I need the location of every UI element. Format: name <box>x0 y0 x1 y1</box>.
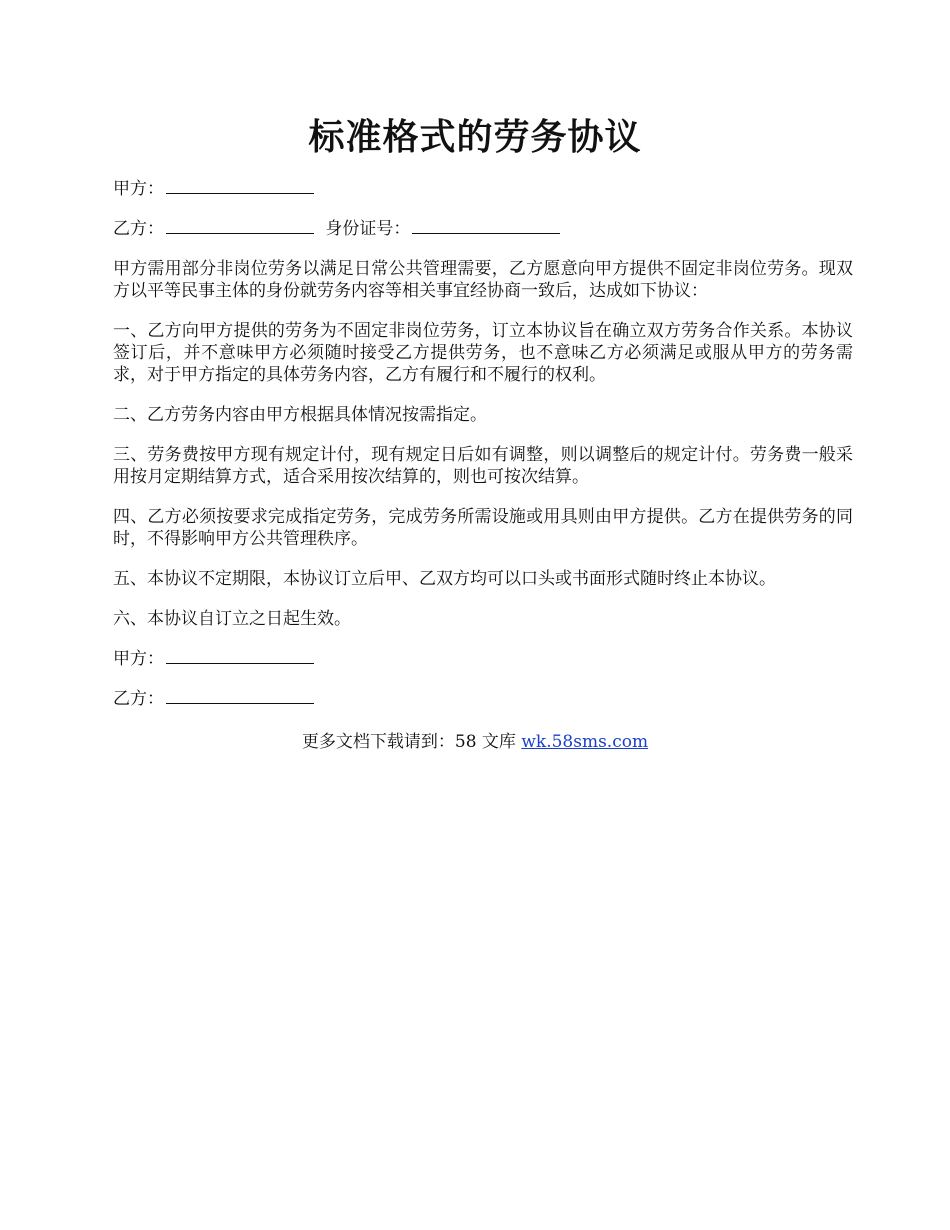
paragraph-intro: 甲方需用部分非岗位劳务以满足日常公共管理需要，乙方愿意向甲方提供不固定非岗位劳务。现双方以平等民事主体的身份就劳务内容等相关事宜经协商一致后，达成如下协议： <box>113 259 853 301</box>
footer-link[interactable]: wk.58sms.com <box>521 732 649 752</box>
party-a-row <box>113 178 853 200</box>
party-b-blank <box>166 218 314 234</box>
id-number-blank <box>412 218 560 234</box>
signature-party-b-label: 乙方： <box>113 689 164 709</box>
id-number-label: 身份证号： <box>325 219 411 239</box>
signature-party-b-row <box>113 688 853 710</box>
party-a-blank <box>166 178 314 194</box>
paragraph-clause-1: 一、乙方向甲方提供的劳务为不固定非岗位劳务，订立本协议旨在确立双方劳务合作关系。本协议签订后，并不意味甲方必须随时接受乙方提供劳务，也不意味乙方必须满足或服从甲方的劳务需求，对于甲方指定的具体劳务内容，乙方有履行和不履行的权利。 <box>113 321 853 385</box>
paragraph-clause-4: 四、乙方必须按要求完成指定劳务，完成劳务所需设施或用具则由甲方提供。乙方在提供劳务的同时，不得影响甲方公共管理秩序。 <box>113 507 853 549</box>
footer-text: 更多文档下载请到：58 文库 <box>301 732 522 752</box>
signature-party-b-blank <box>166 688 314 704</box>
signature-party-a-row <box>113 648 853 670</box>
paragraph-clause-6: 六、本协议自订立之日起生效。 <box>113 609 351 629</box>
signature-party-a-blank <box>166 648 314 664</box>
document-title: 标准格式的劳务协议 <box>308 116 642 158</box>
signature-party-a-label: 甲方： <box>113 649 164 669</box>
paragraph-clause-5: 五、本协议不定期限，本协议订立后甲、乙双方均可以口头或书面形式随时终止本协议。 <box>113 569 776 589</box>
party-a-label: 甲方： <box>113 179 164 199</box>
download-footer <box>0 730 950 754</box>
paragraph-clause-3: 三、劳务费按甲方现有规定计付，现有规定日后如有调整，则以调整后的规定计付。劳务费一般采用按月定期结算方式，适合采用按次结算的，则也可按次结算。 <box>113 445 853 487</box>
party-b-row <box>113 218 853 240</box>
party-b-label: 乙方： <box>113 219 164 239</box>
paragraph-clause-2: 二、乙方劳务内容由甲方根据具体情况按需指定。 <box>113 405 487 425</box>
document-body <box>113 178 853 728</box>
